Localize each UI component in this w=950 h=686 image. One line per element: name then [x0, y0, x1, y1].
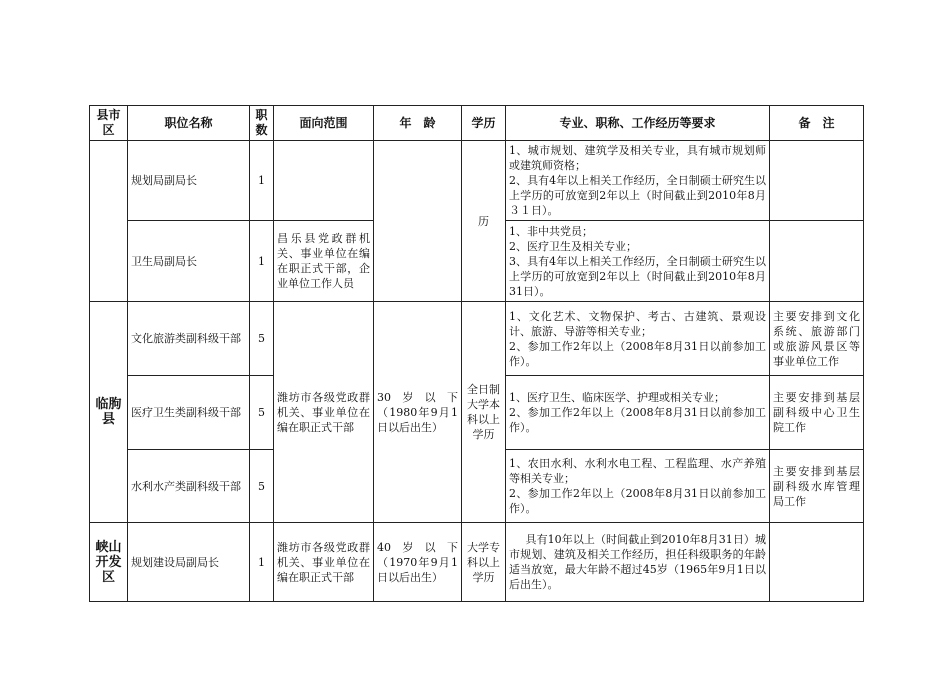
scope-cell: 潍坊市各级党政群机关、事业单位在编在职正式干部	[274, 302, 374, 523]
table-row	[90, 141, 864, 221]
table-row	[90, 302, 864, 376]
remarks-cell	[770, 523, 864, 602]
count-cell: 1	[250, 523, 274, 602]
position-cell: 水利水产类副科级干部	[128, 450, 250, 523]
header-education: 学历	[462, 106, 506, 141]
age-cell: 30岁以下（1980年9月1日以后出生）	[374, 302, 462, 523]
position-cell: 文化旅游类副科级干部	[128, 302, 250, 376]
count-cell: 5	[250, 450, 274, 523]
age-cell	[374, 141, 462, 302]
header-age: 年 龄	[374, 106, 462, 141]
count-cell: 1	[250, 221, 274, 302]
count-cell: 5	[250, 376, 274, 450]
county-cell	[90, 141, 128, 302]
requirement-line: 2、参加工作2年以上（2008年8月31日以前参加工作）。	[509, 487, 766, 515]
header-county: 县市区	[90, 106, 128, 141]
county-cell: 临朐县	[90, 302, 128, 523]
remarks-cell: 主要安排到文化系统、旅游部门或旅游风景区等事业单位工作	[770, 302, 864, 376]
requirement-line: 1、城市规划、建筑学及相关专业，具有城市规划师或建筑师资格；	[509, 144, 766, 172]
requirement-line: 1、非中共党员；	[509, 224, 593, 238]
count-cell: 5	[250, 302, 274, 376]
requirement-line: 2、具有4年以上相关工作经历，全日制硕士研究生以上学历的可放宽到2年以上（时间截止到2010年8月３１日）。	[509, 174, 766, 217]
requirement-line: 1、农田水利、水利水电工程、工程监理、水产养殖等相关专业；	[509, 457, 766, 485]
scope-cell: 昌乐县党政群机关、事业单位在编在职正式干部，企业单位工作人员	[274, 221, 374, 302]
age-cell: 40岁以下（1970年9月1日以后出生）	[374, 523, 462, 602]
scope-cell-empty	[274, 141, 374, 221]
requirement-line: 2、参加工作2年以上（2008年8月31日以前参加工作）。	[509, 339, 766, 368]
scope-cell: 潍坊市各级党政群机关、事业单位在编在职正式干部	[274, 523, 374, 602]
header-position: 职位名称	[128, 106, 250, 141]
requirement-line: 具有10年以上（时间截止到2010年8月31日）城市规划、建筑及相关工作经历，担任科级职务的年龄适当放宽，最大年龄不超过45岁（1965年9月1日以后出生）。	[509, 533, 766, 591]
requirements-cell	[506, 523, 770, 602]
count-cell: 1	[250, 141, 274, 221]
header-count: 职数	[250, 106, 274, 141]
header-requirements: 专业、职称、工作经历等要求	[506, 106, 770, 141]
education-cell: 全日制大学本科以上学历	[462, 302, 506, 523]
header-scope: 面向范围	[274, 106, 374, 141]
requirements-cell	[506, 221, 770, 302]
requirement-line: 2、参加工作2年以上（2008年8月31日以前参加工作）。	[509, 406, 766, 434]
requirement-line: 3、具有4年以上相关工作经历，全日制硕士研究生以上学历的可放宽到2年以上（时间截止到2010年8月31日）。	[509, 254, 766, 298]
table-row	[90, 523, 864, 602]
requirement-line: 2、医疗卫生及相关专业；	[509, 239, 637, 253]
remarks-cell	[770, 141, 864, 221]
education-cell: 历	[462, 141, 506, 302]
requirements-cell	[506, 141, 770, 221]
requirements-cell	[506, 302, 770, 376]
requirement-line: 1、医疗卫生、临床医学、护理或相关专业；	[509, 391, 725, 404]
requirement-line: 1、文化艺术、文物保护、考古、古建筑、景观设计、旅游、导游等相关专业；	[509, 309, 766, 338]
remarks-cell: 主要安排到基层副科级水库管理局工作	[770, 450, 864, 523]
county-cell: 峡山开发区	[90, 523, 128, 602]
header-remarks: 备 注	[770, 106, 864, 141]
recruitment-table	[89, 105, 864, 602]
position-cell: 卫生局副局长	[128, 221, 250, 302]
position-cell: 医疗卫生类副科级干部	[128, 376, 250, 450]
education-cell: 大学专科以上学历	[462, 523, 506, 602]
remarks-cell: 主要安排到基层副科级中心卫生院工作	[770, 376, 864, 450]
position-cell: 规划局副局长	[128, 141, 250, 221]
header-row	[90, 106, 864, 141]
position-cell: 规划建设局副局长	[128, 523, 250, 602]
requirements-cell	[506, 376, 770, 450]
remarks-cell	[770, 221, 864, 302]
requirements-cell	[506, 450, 770, 523]
